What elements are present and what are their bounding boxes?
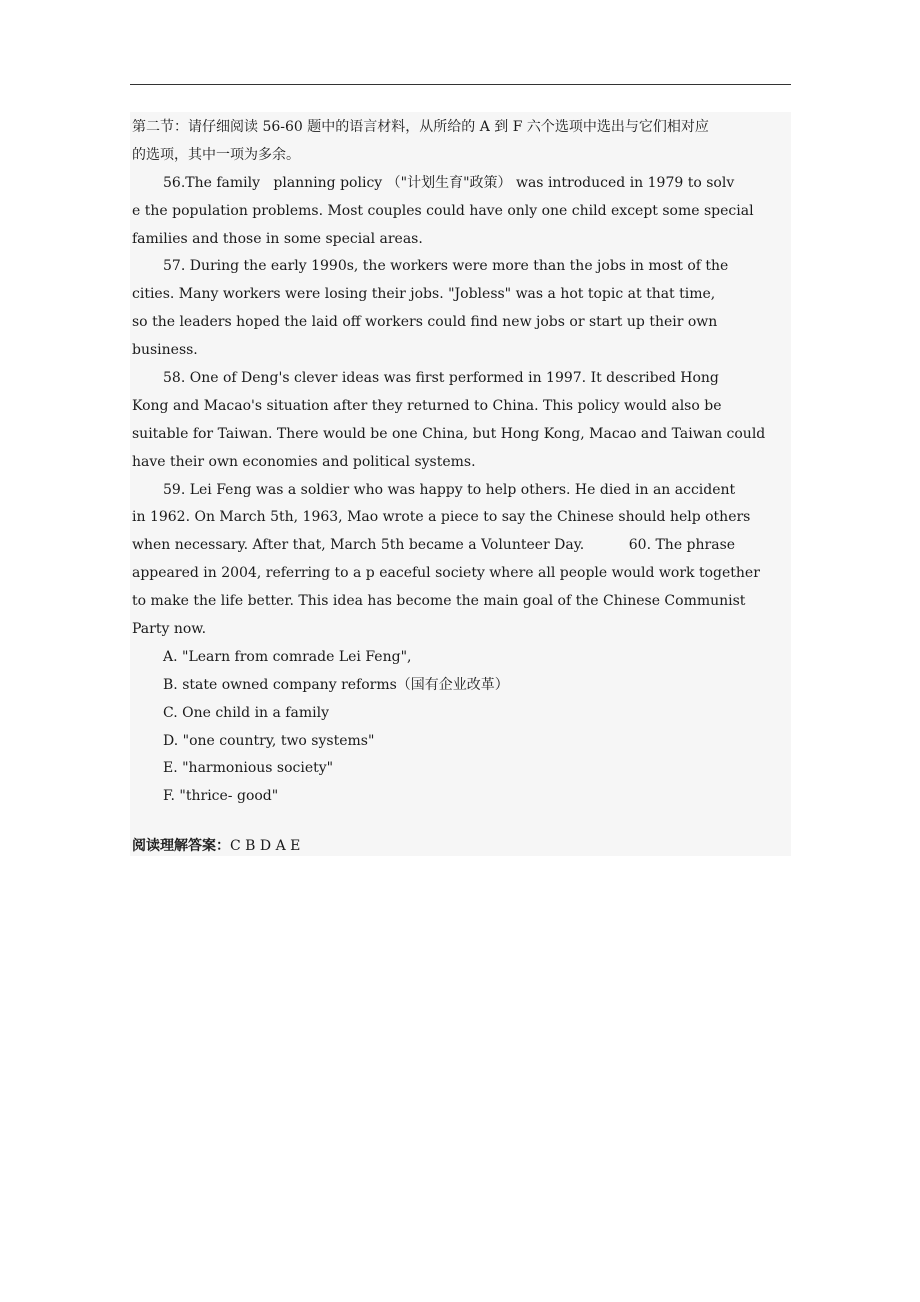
passage-56-line: e the population problems. Most couples could have only one child except some special bbox=[132, 202, 754, 219]
passage-59-line: Party now. bbox=[132, 621, 207, 638]
option-c: C. One child in a family bbox=[163, 704, 329, 721]
passage-59-line: appeared in 2004, referring to a p eaceful society where all people would work together bbox=[132, 565, 760, 582]
passage-56-line: 56.The family planning policy （"计划生育"政策） was introduced in 1979 to solv bbox=[163, 174, 735, 191]
passage-59-line: 59. Lei Feng was a soldier who was happy to help others. He died in an accident bbox=[163, 481, 736, 498]
passage-58-line: 58. One of Deng's clever ideas was first performed in 1997. It described Hong bbox=[163, 370, 719, 387]
passage-57-line: so the leaders hoped the laid off workers could find new jobs or start up their own bbox=[132, 314, 718, 331]
reading-section bbox=[132, 114, 822, 811]
answer-line bbox=[132, 833, 300, 860]
passage-58-line: have their own economies and political systems. bbox=[132, 453, 476, 470]
option-b: B. state owned company reforms（国有企业改革） bbox=[163, 676, 509, 693]
passage-58-line: suitable for Taiwan. There would be one China, but Hong Kong, Macao and Taiwan could bbox=[132, 425, 766, 442]
header-rule bbox=[130, 84, 791, 85]
passage-58-line: Kong and Macao's situation after they returned to China. This policy would also be bbox=[132, 397, 722, 414]
answer-value: C B D A E bbox=[230, 838, 301, 854]
passage-57-line: 57. During the early 1990s, the workers were more than the jobs in most of the bbox=[163, 258, 729, 275]
instruction-line: 的选项，其中一项为多余。 bbox=[132, 146, 300, 163]
option-f: F. "thrice- good" bbox=[163, 788, 279, 805]
option-e: E. "harmonious society" bbox=[163, 760, 334, 777]
passage-59-line: when necessary. After that, March 5th became a Volunteer Day. 60. The phrase bbox=[132, 537, 736, 554]
passage-59-line: in 1962. On March 5th, 1963, Mao wrote a piece to say the Chinese should help others bbox=[132, 509, 751, 526]
option-a: A. "Learn from comrade Lei Feng", bbox=[163, 648, 412, 665]
passage-57-line: cities. Many workers were losing their jobs. "Jobless" was a hot topic at that time, bbox=[132, 286, 716, 303]
option-d: D. "one country, two systems" bbox=[163, 732, 375, 749]
passage-57-line: business. bbox=[132, 342, 198, 359]
passage-59-line: to make the life better. This idea has become the main goal of the Chinese Communist bbox=[132, 593, 746, 610]
instruction-line: 第二节：请仔细阅读 56-60 题中的语言材料，从所给的 A 到 F 六个选项中选出与它们相对应 bbox=[132, 119, 709, 135]
passage-56-line: families and those in some special areas. bbox=[132, 230, 423, 247]
answer-label: 阅读理解答案： bbox=[132, 838, 230, 854]
